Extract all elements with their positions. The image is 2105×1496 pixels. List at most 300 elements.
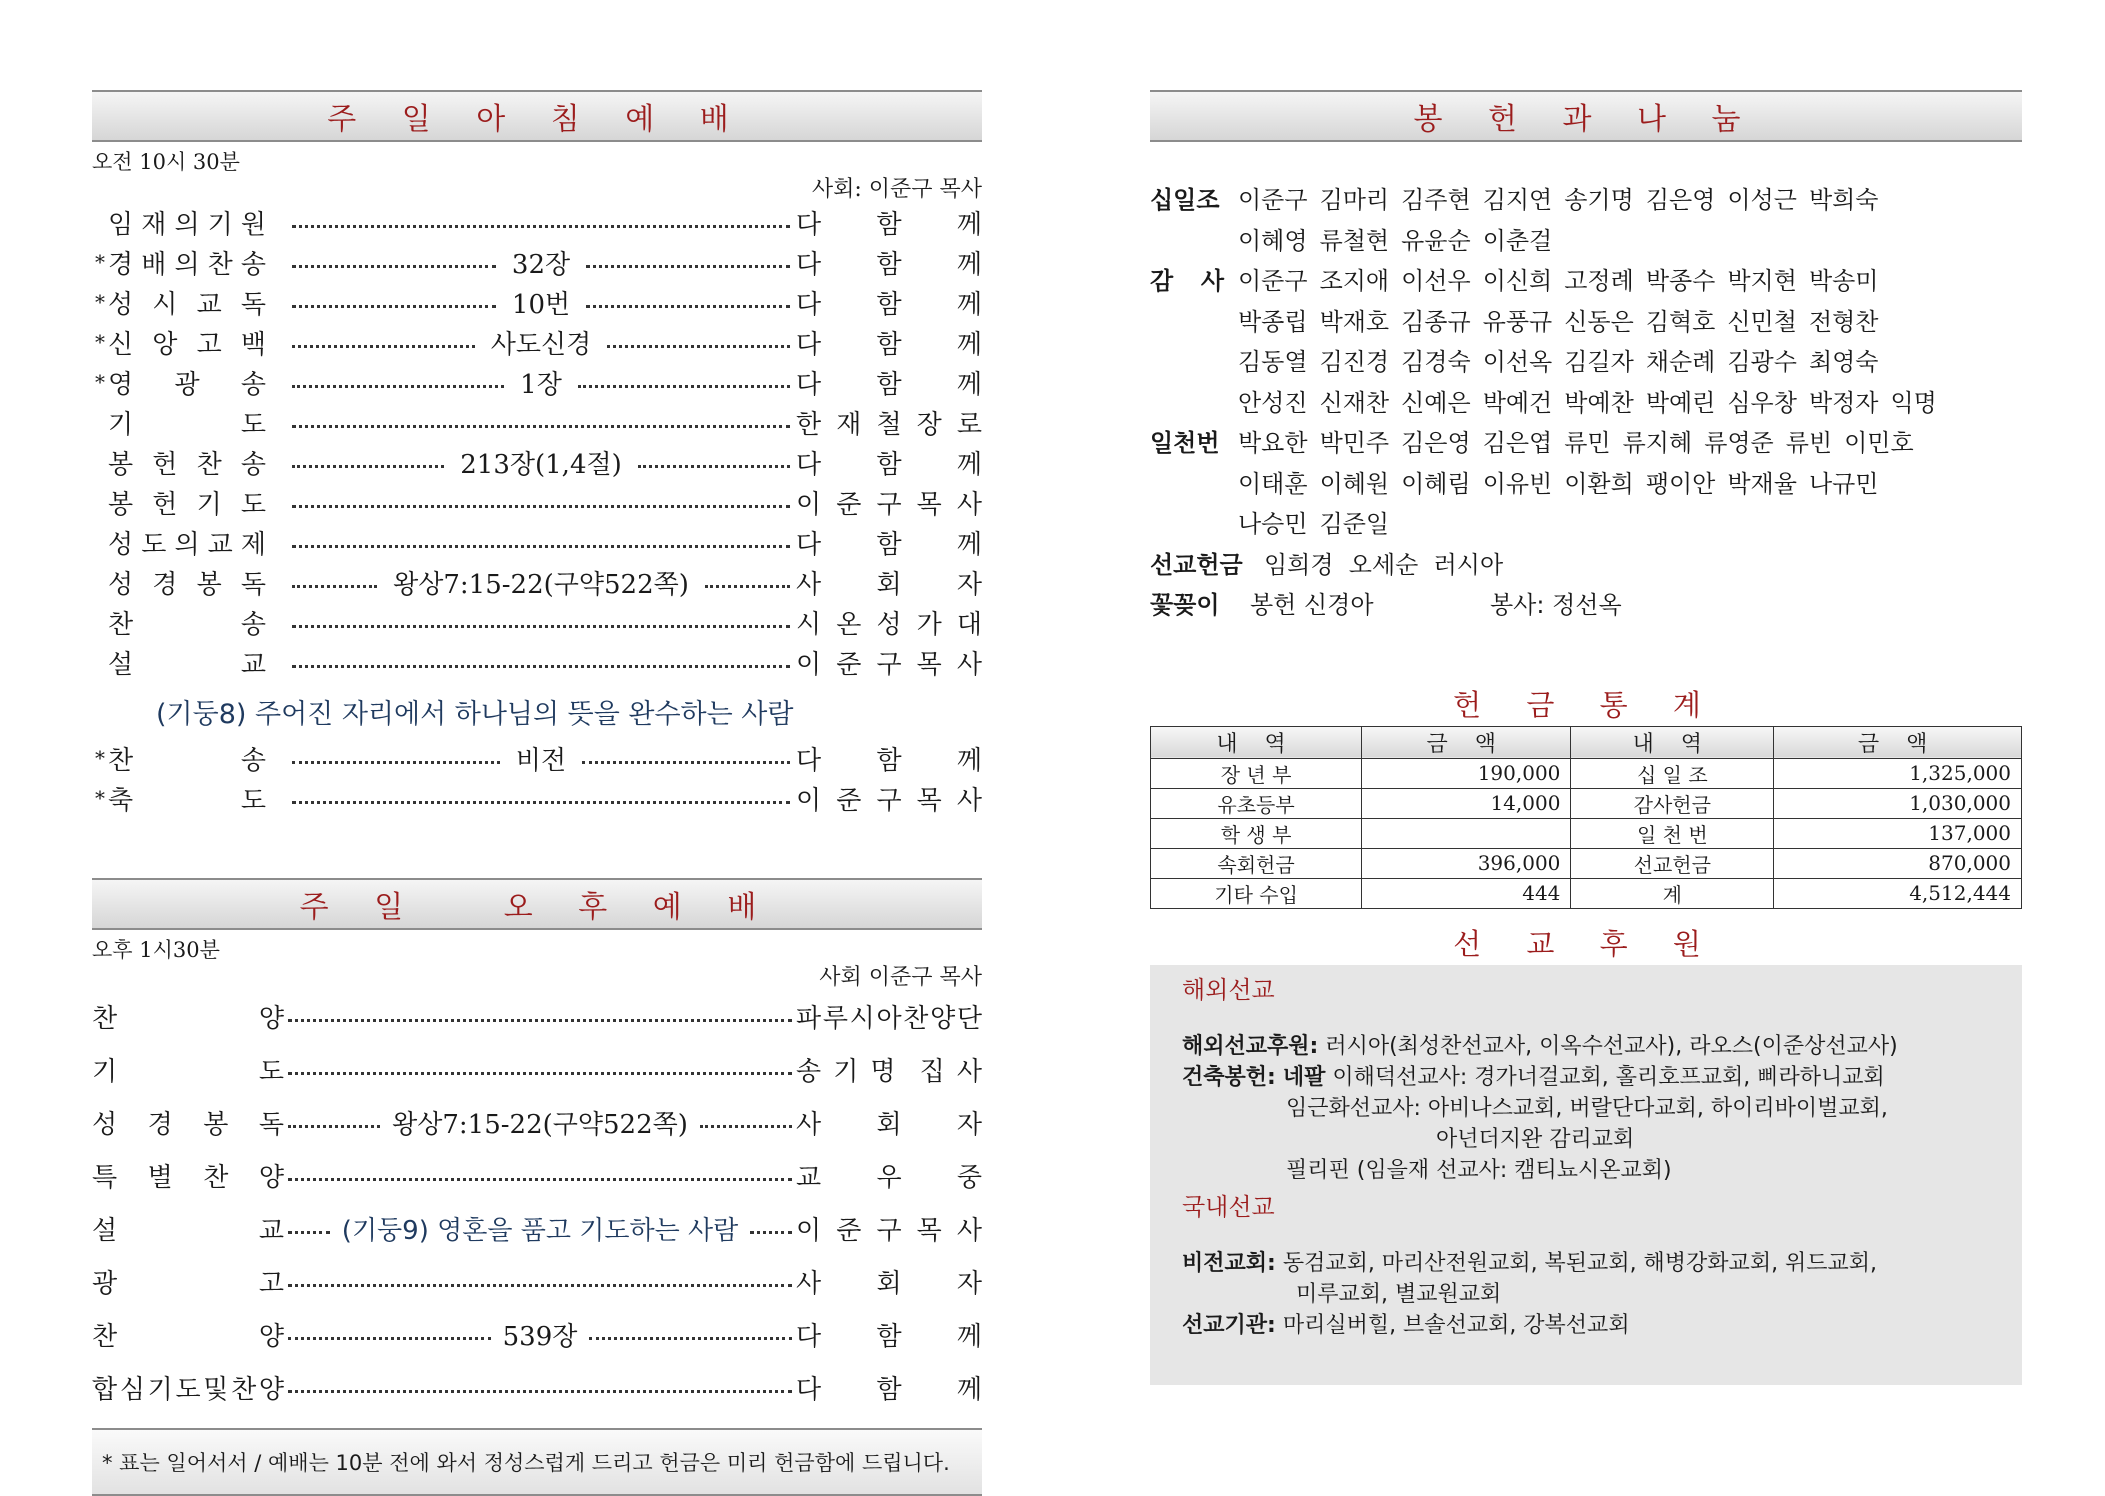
order-item-leader-char: 준 [836, 489, 862, 520]
donor-name: 박종수 [1645, 267, 1716, 295]
order-item-leader-char: 함 [876, 289, 902, 320]
order-item-leader-char: 다 [796, 249, 822, 280]
afternoon-item-name-char: 도 [175, 1375, 201, 1405]
order-item-leader-char: 께 [956, 329, 982, 360]
dotted-leader [288, 1019, 792, 1022]
afternoon-item-leader-char: 다 [796, 1375, 822, 1405]
afternoon-item-name-char: 독 [258, 1110, 284, 1140]
order-item-leader [796, 644, 982, 681]
order-item-name-char: 도 [141, 529, 167, 560]
standing-mark: * [95, 746, 105, 770]
afternoon-item-name-char: 기 [92, 1057, 118, 1087]
order-item-leader-char: 준 [836, 649, 862, 680]
afternoon-item-detail: 539장 [502, 1322, 578, 1352]
order-item-name-char: 헌 [152, 489, 178, 520]
order-item-leader-char: 자 [956, 569, 982, 600]
stats-header-category: 내 역 [1571, 726, 1774, 758]
offering-list [1150, 180, 2022, 545]
order-item-name [108, 604, 286, 641]
afternoon-item-leader [796, 1210, 982, 1247]
donor-name: 최영숙 [1808, 348, 1879, 376]
dotted-leader [292, 345, 475, 348]
order-item-name-char: 송 [240, 449, 266, 480]
offering-row [1150, 383, 2022, 424]
order-item-name-char: 독 [240, 569, 266, 600]
building-line1: 이해덕선교사: 경가너걸교회, 홀리호프교회, 삐라하니교회 [1332, 1064, 1885, 1090]
dotted-leader [288, 1390, 792, 1393]
stats-header-row [1151, 726, 2022, 758]
stats-category-cell: 학 생 부 [1151, 818, 1362, 848]
afternoon-item-leader [796, 1316, 982, 1353]
donor-name: 김지연 [1482, 186, 1553, 214]
order-item-name-char: 광 [174, 369, 200, 400]
order-row [92, 562, 982, 602]
afternoon-item-leader [796, 1369, 982, 1406]
afternoon-item-name-char: 찬 [231, 1375, 257, 1405]
afternoon-order-row [92, 1202, 982, 1255]
stats-amount-cell: 4,512,444 [1774, 878, 2022, 908]
afternoon-item-leader-char: 양 [930, 1004, 956, 1034]
donor-name: 익명 [1890, 388, 1937, 417]
afternoon-item-leader-char: 사 [796, 1269, 822, 1299]
order-item-name-char: 기 [207, 209, 233, 240]
donor-name: 신재찬 [1319, 388, 1390, 417]
order-item-name-char: 송 [240, 609, 266, 640]
dotted-leader [292, 385, 504, 388]
order-item-leader-char: 장 [916, 409, 942, 440]
afternoon-item-leader [796, 1263, 982, 1300]
stats-row [1151, 758, 2022, 788]
donor-name: 박재율 [1727, 469, 1797, 498]
donor-name: 류지혜 [1622, 429, 1693, 457]
donor-name: 김은영 [1401, 429, 1471, 457]
stats-category-cell: 기타 수입 [1151, 878, 1362, 908]
order-row [92, 522, 982, 562]
order-item-leader-char: 께 [956, 289, 983, 320]
offering-stats-title: 헌 금 통 계 [1453, 687, 1719, 722]
afternoon-item-name [92, 1157, 284, 1194]
afternoon-service-time: 오후 1시30분 [92, 938, 220, 962]
order-item-leader [796, 244, 982, 281]
order-item-leader-char: 께 [956, 209, 982, 240]
offering-category-label [1150, 221, 1238, 262]
dotted-leader [292, 761, 500, 764]
order-item-detail: 213장(1,4절) [460, 449, 622, 480]
flower-label: 꽃꽂이 [1150, 591, 1220, 619]
donor-name: 류철현 [1319, 226, 1390, 255]
stats-row [1151, 878, 2022, 908]
dotted-leader [292, 665, 790, 668]
order-item-name-char: 독 [240, 289, 266, 320]
order-row [92, 242, 982, 282]
order-item-leader-char: 께 [956, 369, 983, 400]
morning-service-leader: 사회: 이준구 목사 [811, 177, 982, 202]
offering-category-label: 감 사 [1150, 267, 1224, 295]
dotted-leader [292, 225, 790, 228]
mission-support-title: 선 교 후 원 [1453, 926, 1719, 961]
donor-name: 이유빈 [1482, 469, 1553, 498]
afternoon-item-leader-char: 자 [956, 1110, 982, 1140]
order-item-leader-char: 온 [836, 609, 862, 640]
donor-name: 팽이안 [1645, 469, 1716, 498]
order-item-name [108, 324, 286, 361]
order-item-name-char: 백 [240, 329, 266, 360]
afternoon-item-detail: 왕상7:15-22(구약522쪽) [392, 1110, 688, 1140]
offering-category-label: 일천번 [1150, 429, 1220, 457]
order-item-name-char: 기 [196, 489, 222, 520]
afternoon-item-leader-char: 자 [956, 1269, 982, 1299]
donor-name: 박종립 [1238, 307, 1308, 336]
order-row [92, 282, 982, 322]
order-item-name-char: 설 [108, 649, 134, 680]
afternoon-item-leader-char: 구 [876, 1216, 902, 1246]
right-column [1150, 90, 2022, 1385]
order-item-leader-char: 께 [956, 449, 982, 480]
order-item-leader-char: 철 [876, 409, 902, 440]
order-item-leader-char: 다 [796, 745, 822, 776]
order-item-name-char: 신 [108, 329, 134, 360]
afternoon-item-leader [796, 1104, 982, 1141]
order-item-leader-char: 성 [876, 609, 902, 640]
morning-service-title: 주 일 아 침 예 배 [92, 90, 982, 142]
afternoon-item-name-char: 광 [92, 1269, 118, 1299]
afternoon-item-leader-char: 집 [919, 1057, 945, 1087]
order-item-leader-char: 께 [956, 745, 983, 776]
afternoon-item-leader-char: 찬 [903, 1004, 929, 1034]
stats-row [1151, 848, 2022, 878]
standing-mark: * [95, 786, 105, 810]
afternoon-sermon-title: (기둥9) 영혼을 품고 기도하는 사람 [341, 1216, 739, 1246]
dotted-leader [292, 265, 496, 268]
mission-org-text: 마리실버힐, 브솔선교회, 강복선교회 [1282, 1312, 1630, 1338]
order-item-name-char: 원 [240, 209, 266, 240]
order-item-name-char: 도 [240, 785, 266, 816]
afternoon-item-leader-char: 다 [796, 1322, 822, 1352]
offering-category-label [1150, 504, 1238, 545]
order-item-name [108, 780, 286, 817]
domestic-mission-heading: 국내선교 [1182, 1192, 1275, 1221]
dotted-leader [292, 585, 377, 588]
donor-name: 안성진 [1238, 388, 1308, 417]
order-item-name-char: 시 [152, 289, 178, 320]
overseas-support-label: 해외선교후원: [1182, 1033, 1319, 1059]
flower-text: 봉헌 신경아 [1250, 591, 1374, 619]
order-item-name [108, 284, 286, 321]
afternoon-item-name-char: 및 [203, 1375, 229, 1405]
order-item-leader-char: 회 [876, 569, 902, 600]
donor-name: 김동열 [1238, 348, 1308, 376]
order-item-leader-char: 한 [796, 409, 822, 440]
flower-service: 봉사: 정선옥 [1490, 591, 1622, 619]
afternoon-item-name-char: 기 [147, 1375, 173, 1405]
donor-name: 김준일 [1319, 510, 1390, 538]
order-item-leader-char: 함 [876, 209, 902, 240]
order-item-name-char: 제 [240, 529, 266, 560]
afternoon-item-name-char: 찬 [92, 1004, 118, 1034]
order-row [92, 482, 982, 522]
afternoon-service-leader: 사회 이준구 목사 [819, 965, 982, 990]
offering-row [1150, 504, 2022, 545]
donor-name: 박송미 [1808, 267, 1879, 295]
afternoon-item-name-char: 별 [147, 1163, 173, 1193]
afternoon-item-leader-char: 아 [876, 1004, 902, 1034]
offering-names [1238, 180, 1891, 221]
donor-name: 박예건 [1482, 388, 1553, 417]
stats-row [1151, 818, 2022, 848]
afternoon-item-name [92, 1316, 284, 1353]
order-row [92, 202, 982, 242]
order-item-leader-char: 다 [796, 329, 822, 360]
order-item-leader-char: 이 [796, 785, 822, 816]
donor-name: 이민호 [1844, 429, 1914, 457]
dotted-leader [292, 545, 790, 548]
order-item-name-char: 성 [108, 569, 134, 600]
order-item-name-char: 의 [174, 249, 200, 280]
stats-amount-cell: 444 [1362, 878, 1571, 908]
building-label: 건축봉헌: [1182, 1064, 1276, 1090]
donor-name: 이혜영 [1238, 226, 1308, 255]
afternoon-item-name [92, 1104, 284, 1141]
donor-name: 박예린 [1645, 388, 1716, 417]
donor-name: 김경숙 [1401, 348, 1471, 376]
afternoon-item-leader-char: 께 [956, 1375, 982, 1405]
order-item-detail: 사도신경 [490, 329, 592, 360]
mission-offering-row [1150, 545, 2022, 586]
order-item-name-char: 찬 [196, 449, 222, 480]
donor-name: 김진경 [1319, 348, 1390, 376]
afternoon-item-name-char: 양 [258, 1375, 284, 1405]
afternoon-item-name [92, 1369, 284, 1406]
mission-offering-names: 임희경 오세순 러시아 [1264, 550, 1504, 579]
order-item-leader-char: 께 [956, 249, 983, 280]
order-item-leader-char: 이 [796, 489, 822, 520]
afternoon-item-leader [796, 1157, 982, 1194]
donor-name: 박정자 [1808, 388, 1879, 417]
donor-name: 신동은 [1564, 307, 1634, 336]
afternoon-item-name-char: 찬 [92, 1322, 118, 1352]
left-column [92, 90, 982, 1496]
stats-amount-cell: 870,000 [1774, 848, 2022, 878]
order-item-leader-char: 다 [796, 529, 822, 560]
order-item-leader-char: 다 [796, 289, 822, 320]
dotted-leader [288, 1284, 792, 1287]
order-item-leader-char: 함 [876, 529, 902, 560]
order-item-leader-char: 사 [796, 569, 822, 600]
offering-names [1238, 464, 1891, 505]
afternoon-item-leader [796, 1051, 982, 1088]
dotted-leader [288, 1072, 792, 1075]
dotted-leader [292, 505, 790, 508]
afternoon-item-leader-char: 이 [796, 1216, 822, 1246]
mission-org-line [1182, 1310, 1990, 1341]
service-notice: * 표는 일어서서 / 예배는 10분 전에 와서 정성스럽게 드리고 헌금은 미리 헌금함에 드립니다. [92, 1428, 982, 1496]
order-item-leader-char: 목 [916, 785, 942, 816]
order-item-leader-char: 재 [836, 409, 862, 440]
afternoon-order-row [92, 990, 982, 1043]
afternoon-item-leader-char: 명 [870, 1057, 896, 1087]
dotted-leader [750, 1231, 792, 1234]
order-item-leader-char: 구 [876, 785, 902, 816]
order-item-leader-char: 이 [796, 649, 822, 680]
morning-closing-list [92, 738, 982, 818]
afternoon-item-leader-char: 께 [956, 1322, 982, 1352]
afternoon-item-leader-char: 우 [876, 1163, 902, 1193]
order-item-leader-char: 사 [956, 489, 982, 520]
afternoon-item-name [92, 1263, 284, 1300]
donor-name: 전형찬 [1808, 307, 1879, 336]
order-item-name-char: 도 [240, 489, 266, 520]
offering-row [1150, 464, 2022, 505]
stats-category-cell: 감사헌금 [1571, 788, 1774, 818]
donor-name: 김주현 [1401, 186, 1471, 214]
order-item-leader [796, 564, 982, 601]
order-item-leader-char: 함 [876, 249, 902, 280]
order-item-name-char: 봉 [108, 489, 134, 520]
order-item-name [108, 204, 286, 241]
order-item-name [108, 444, 286, 481]
donor-name: 이선우 [1401, 267, 1471, 295]
order-row [92, 322, 982, 362]
order-item-name-char: 경 [152, 569, 178, 600]
afternoon-item-leader-char: 회 [876, 1269, 902, 1299]
dotted-leader [578, 385, 790, 388]
order-item-leader [796, 740, 982, 777]
offering-names [1238, 221, 1564, 262]
donor-name: 이혜림 [1401, 469, 1471, 498]
order-item-name-char: 배 [141, 249, 167, 280]
afternoon-item-leader-char: 시 [849, 1004, 875, 1034]
stats-category-cell: 일 천 번 [1571, 818, 1774, 848]
donor-name: 이준구 [1238, 186, 1308, 214]
dotted-leader [586, 265, 790, 268]
donor-name: 나승민 [1238, 510, 1308, 538]
afternoon-item-leader-char: 함 [876, 1375, 902, 1405]
vision-church-line2: 미루교회, 별교원교회 [1296, 1281, 1502, 1307]
order-item-name-char: 찬 [108, 745, 134, 776]
morning-order-list [92, 202, 982, 682]
order-row [92, 738, 982, 778]
offering-category-label [1150, 383, 1238, 424]
afternoon-item-name-char: 심 [119, 1375, 145, 1405]
offering-title: 봉 헌 과 나 눔 [1150, 90, 2022, 142]
order-item-name-char: 영 [108, 369, 134, 400]
afternoon-item-name-char: 찬 [203, 1163, 229, 1193]
afternoon-item-name-char: 양 [258, 1163, 284, 1193]
order-item-leader-char: 께 [956, 529, 982, 560]
afternoon-item-leader-char: 루 [822, 1004, 848, 1034]
mission-offering-label: 선교헌금 [1150, 550, 1243, 579]
afternoon-item-leader-char: 사 [956, 1216, 982, 1246]
afternoon-item-leader-char: 기 [833, 1057, 859, 1087]
donor-name: 유풍규 [1482, 307, 1553, 336]
afternoon-item-leader-char: 파 [796, 1004, 822, 1034]
donor-name: 이준구 [1238, 267, 1308, 295]
order-item-leader [796, 604, 982, 641]
dotted-leader [292, 425, 790, 428]
offering-row [1150, 423, 2022, 464]
stats-amount-cell [1362, 818, 1571, 848]
offering-row [1150, 261, 2022, 302]
afternoon-order-row [92, 1043, 982, 1096]
afternoon-item-leader-char: 중 [956, 1163, 982, 1193]
order-item-leader [796, 484, 982, 521]
afternoon-order-row [92, 1255, 982, 1308]
order-item-name-char: 송 [240, 369, 266, 400]
order-item-name-char: 기 [108, 409, 134, 440]
afternoon-item-name-char: 교 [258, 1216, 284, 1246]
donor-name: 김광수 [1727, 348, 1797, 376]
donor-name: 고정례 [1564, 267, 1634, 295]
afternoon-item-name [92, 1210, 284, 1247]
standing-mark: * [95, 250, 105, 274]
standing-mark: * [95, 370, 105, 394]
order-item-leader [796, 444, 982, 481]
dotted-leader [288, 1125, 380, 1128]
order-item-leader [796, 284, 982, 321]
offering-stats-table [1150, 726, 2022, 909]
order-item-name-char: 임 [108, 209, 134, 240]
building-line3: 아넌더지완 감리교회 [1436, 1126, 1635, 1152]
order-item-name-char: 교 [207, 529, 233, 560]
afternoon-item-name-char: 설 [92, 1216, 118, 1246]
donor-name: 이춘걸 [1482, 226, 1553, 255]
order-item-leader [796, 324, 982, 361]
dotted-leader [607, 345, 790, 348]
stats-amount-cell: 137,000 [1774, 818, 2022, 848]
donor-name: 박예찬 [1564, 388, 1634, 417]
order-item-name-char: 앙 [152, 329, 178, 360]
order-item-name-char: 봉 [196, 569, 222, 600]
dotted-leader [292, 625, 790, 628]
order-item-name [108, 564, 286, 601]
order-item-name-char: 교 [196, 289, 222, 320]
order-item-name-char: 도 [240, 409, 266, 440]
order-item-name-char: 의 [174, 209, 200, 240]
order-item-name [108, 364, 286, 401]
afternoon-item-name-char: 양 [258, 1004, 284, 1034]
dotted-leader [292, 465, 444, 468]
building-line [1182, 1062, 1990, 1093]
offering-row [1150, 342, 2022, 383]
afternoon-item-leader-char: 회 [876, 1110, 902, 1140]
donor-name: 이신희 [1482, 267, 1553, 295]
order-item-name [108, 524, 286, 561]
morning-service-time: 오전 10시 30분 [92, 150, 240, 174]
order-item-leader [796, 404, 982, 441]
standing-mark: * [95, 330, 105, 354]
afternoon-item-name-char: 특 [92, 1163, 118, 1193]
donor-name: 심우창 [1727, 388, 1797, 417]
morning-sermon-title: (기둥8) 주어진 자리에서 하나님의 뜻을 완수하는 사람 [156, 699, 794, 730]
offering-category-label: 십일조 [1150, 186, 1220, 214]
afternoon-item-name [92, 1051, 284, 1088]
order-item-name [108, 644, 286, 681]
donor-name: 이선옥 [1482, 348, 1553, 376]
stats-category-cell: 장 년 부 [1151, 758, 1362, 788]
dotted-leader [288, 1178, 792, 1181]
afternoon-item-leader-char: 송 [796, 1057, 822, 1087]
afternoon-item-leader-char: 준 [836, 1216, 862, 1246]
afternoon-item-leader-char: 사 [796, 1110, 822, 1140]
afternoon-item-name-char: 경 [147, 1110, 173, 1140]
overseas-mission-heading: 해외선교 [1182, 975, 1275, 1004]
stats-header-amount: 금 액 [1774, 726, 2022, 758]
donor-name: 류빈 [1785, 429, 1833, 457]
order-item-name-char: 축 [108, 785, 134, 816]
donor-name: 김은영 [1645, 186, 1716, 214]
order-item-leader-char: 사 [956, 649, 982, 680]
order-item-detail: 비전 [515, 745, 567, 776]
